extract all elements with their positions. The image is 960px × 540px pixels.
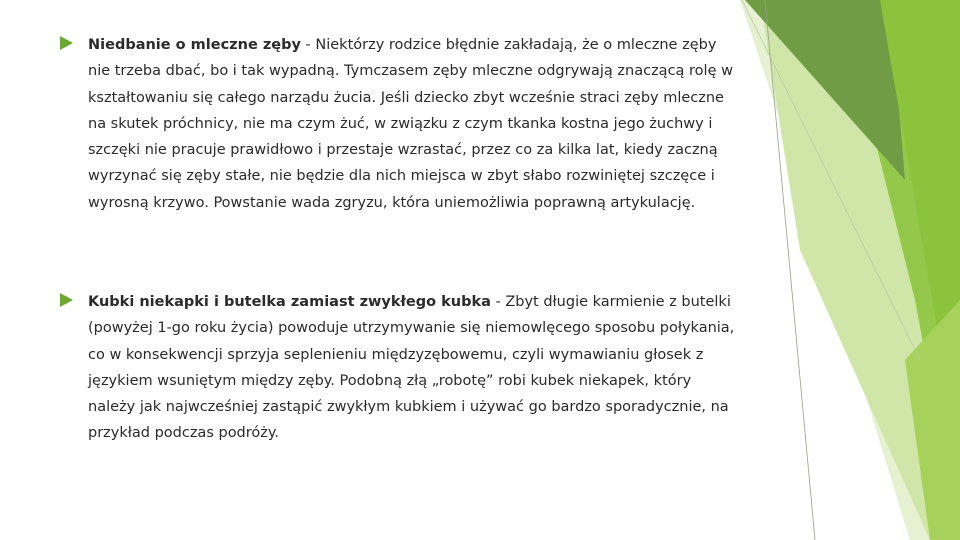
bullet-1-text: - Niektórzy rodzice błędnie zakładają, że o mleczne zęby nie trzeba dbać, bo i tak wypadną. Tymczasem zęby mleczne odgrywają znaczącą rolę w kształtowaniu się całego narządu żucia. Jeśli dziecko zbyt wcześnie straci zęby mleczne na skutek próchnicy, nie ma czym żuć, w związku z czym tkanka kostna jego żuchwy i szczęki nie pracuje prawidłowo i przestaje wzrastać, przez co za kilka lat, kiedy zaczną wyrzynać się zęby stałe, nie będzie dla nich miejsca w zbyt słabo rozwiniętej szczęce i wyrosną krzywo. Powstanie wada zgryzu, która uniemożliwia poprawną artykulację. <box>88 37 733 211</box>
bullet-2-text: - Zbyt długie karmienie z butelki (powyżej 1-go roku życia) powoduje utrzymywanie się niemowlęcego sposobu połykania, co w konsekwencji sprzyja seplenieniu międzyzębowemu, czyli wymawianiu głosek z językiem wsuniętym między zęby. Podobną złą „robotę” robi kubek niekapek, który należy jak najwcześniej zastąpić zwykłym kubkiem i używać go bardzo sporadycznie, na przykład podczas podróży. <box>88 294 735 442</box>
triangle-bullet-icon <box>60 36 73 50</box>
bullet-item-1 <box>60 32 740 216</box>
bullet-1-title: Niedbanie o mleczne zęby <box>88 37 301 53</box>
bullet-1-paragraph <box>88 32 740 216</box>
bullet-item-2 <box>60 289 740 447</box>
bullet-2-paragraph <box>88 289 740 447</box>
bullet-2-title: Kubki niekapki i butelka zamiast zwykłego kubka <box>88 294 491 310</box>
triangle-bullet-icon <box>60 293 73 307</box>
